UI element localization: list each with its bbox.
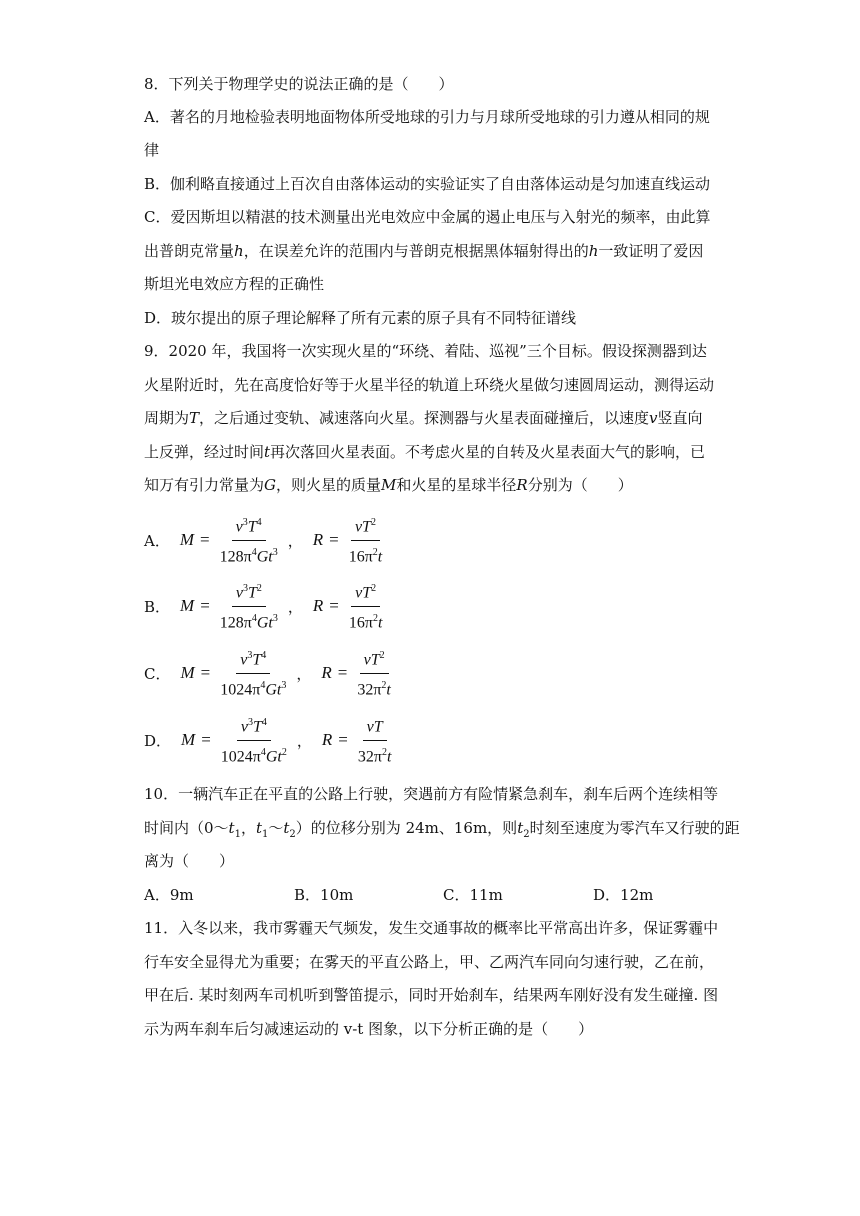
q9-c-comma: ， [296,664,312,683]
q9-l3-T: T [189,409,200,427]
q9-l5-pre: 知万有引力常量为 [144,476,265,494]
q10-choice-d: D．12m [593,886,654,904]
q9-c-M: M [180,663,195,682]
q9-l5-post: 分别为（ ） [527,476,633,494]
q9-line1: 9．2020 年，我国将一次实现火星的“环绕、着陆、巡视”三个目标。假设探测器到达 [144,342,707,360]
q8-c2-h2: h [588,242,599,260]
q9-c-mass-fraction: $\frac{v^3T^4}{1024\pi^4Gt^3}$ [216,646,290,700]
q9-c-eq1: = [200,663,211,682]
q8-option-c-line1: C．爱因斯坦以精湛的技术测量出光电效应中金属的遏止电压与入射光的频率，由此算 [144,208,711,226]
q8-option-d: D．玻尔提出的原子理论解释了所有元素的原子具有不同特征谱线 [144,309,577,327]
q9-l5-M: M [381,476,397,494]
q9-line2: 火星附近时，先在高度恰好等于火星半径的轨道上环绕火星做匀速圆周运动，测得运动 [144,376,715,394]
q9-a-radius-fraction: $\frac{vT^2}{16\pi^2t}$ [345,513,387,567]
q9-option-d [144,714,395,766]
q9-b-eq1: = [200,596,210,615]
q9-a-M: M [179,530,195,549]
q9-l5-R: R [516,476,528,494]
q9-l5-mid2: 和火星的星球半径 [396,476,517,494]
q9-option-b [144,580,386,632]
q9-l4-post: 再次落回火星表面。不考虑火星的自转及火星表面大气的影响，已 [270,443,706,461]
q9-d-radius-fraction: $\frac{vT}{32\pi^2t}$ [354,713,396,767]
q9-b-R: R [312,596,324,615]
q9-l5-mid1: ，则火星的质量 [276,476,382,494]
q9-line4 [144,442,705,462]
q9-c-R: R [321,663,332,682]
q10-choice-a: A．9m [144,886,194,904]
q9-l3-v: v [649,409,658,427]
q9-l3-pre: 周期为 [144,409,190,427]
q8-option-a-line1: A．著名的月地检验表明地面物体所受地球的引力与月球所受地球的引力遵从相同的规 [144,108,710,126]
q9-l4-pre: 上反弹，经过时间 [144,443,265,461]
q9-c-radius-fraction: $\frac{vT^2}{32\pi^2t}$ [353,646,395,700]
q9-b-comma: ， [287,597,303,616]
q10-choice-b: B．10m [294,886,354,904]
q9-l5-G: G [264,476,276,494]
q8-option-c-line3: 斯坦光电效应方程的正确性 [144,275,325,293]
q9-a-label: A． [144,531,170,550]
q9-d-label: D． [144,731,172,750]
q9-b-mass-fraction: $\frac{v^3T^2}{128\pi^4Gt^3}$ [216,579,282,633]
q11-line4: 示为两车刹车后匀减速运动的 v-t 图象，以下分析正确的是（ ） [144,1020,594,1038]
q10-line2: 时间内（$0\sim t_1$，$t_1\sim t_2$）的位移分别为 24m、16m，则$t_2$时刻至速度为零汽车又行驶的距 [144,819,740,840]
q9-l3-post: ，之后通过变轨、减速落向火星。探测器与火星表面碰撞后，以速度 [199,409,650,427]
q9-l3-end: 竖直向 [657,409,703,427]
q9-a-R: R [312,530,324,549]
q9-b-radius-fraction: $\frac{vT^2}{16\pi^2t}$ [345,579,387,633]
q9-d-eq1: = [201,730,211,749]
q11-line3: 甲在后. 某时刻两车司机听到警笛提示，同时开始刹车，结果两车刚好没有发生碰撞. 图 [144,986,719,1004]
q9-d-mass-fraction: $\frac{v^3T^4}{1024\pi^4Gt^2}$ [217,713,291,767]
q10-line1: 10．一辆汽车正在平直的公路上行驶，突遇前方有险情紧急刹车，刹车后两个连续相等 [144,785,719,803]
q8-c2-mid: ，在误差允许的范围内与普朗克根据黑体辐射得出的 [243,242,589,260]
q9-l4-t: t [264,443,271,461]
q9-b-eq2: = [329,596,339,615]
q10-choice-c: C．11m [443,886,503,904]
q9-line3 [144,408,703,428]
q9-option-a [144,514,386,566]
q9-a-eq2: = [329,530,339,549]
q8-stem: 8．下列关于物理学史的说法正确的是（ ） [144,75,454,93]
q9-option-c [144,647,395,699]
q9-d-M: M [181,730,196,749]
q9-line5 [144,475,633,495]
q8-c2-h1: h [234,242,244,260]
q9-b-M: M [180,596,195,615]
q9-d-R: R [321,730,333,749]
q8-c2-post: 一致证明了爱因 [598,242,704,260]
q9-c-eq2: = [337,663,348,682]
q9-d-eq2: = [338,730,348,749]
q9-a-comma: ， [287,531,303,550]
q11-line2: 行车安全显得尤为重要；在雾天的平直公路上，甲、乙两汽车同向匀速行驶，乙在前， [144,953,715,971]
q8-option-b: B．伽利略直接通过上百次自由落体运动的实验证实了自由落体运动是匀加速直线运动 [144,175,711,193]
q9-b-label: B． [144,597,171,616]
q9-d-comma: ， [296,731,312,750]
q9-c-label: C． [144,664,171,683]
q8-c2-pre: 出普朗克常量 [144,242,235,260]
q9-a-eq1: = [200,530,210,549]
q8-option-c-line2 [144,241,703,261]
q11-line1: 11．入冬以来，我市雾霾天气频发，发生交通事故的概率比平常高出许多，保证雾霾中 [144,919,719,937]
q9-a-mass-fraction: $\frac{v^3T^4}{128\pi^4Gt^3}$ [216,513,282,567]
q8-option-a-line2: 律 [144,141,160,159]
q10-line3: 离为（ ） [144,852,235,870]
